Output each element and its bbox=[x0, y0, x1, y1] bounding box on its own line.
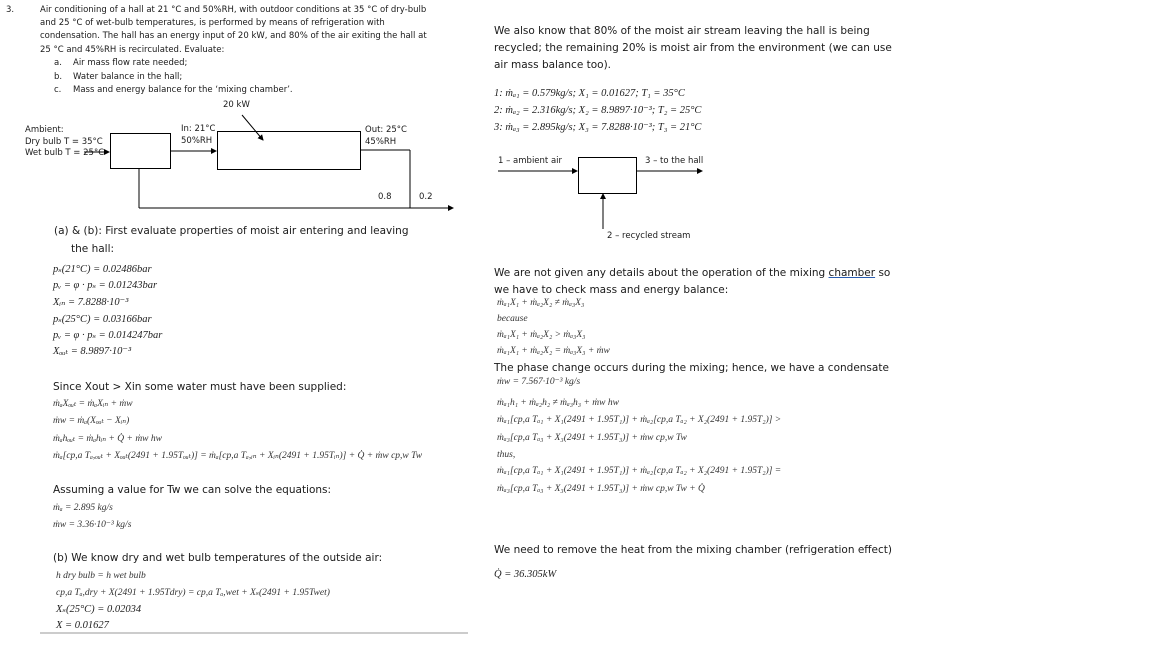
prop-x-out: Xₒᵤₜ = 8.9897·10⁻³ bbox=[53, 346, 132, 357]
mixing-chamber-box-2 bbox=[578, 157, 637, 194]
prop-psat-25: pₛ(25°C) = 0.03166bar bbox=[53, 314, 152, 325]
dry-bulb-label: Dry bulb T = 35°C bbox=[25, 137, 103, 147]
outlet-temp-label: Out: 25°C bbox=[365, 125, 407, 135]
problem-statement-line-4: 25 °C and 45%RH is recirculated. Evaluate: bbox=[40, 45, 225, 55]
problem-statement-line-3: condensation. The hall has an energy input of 20 kW, and 80% of the air exiting the hall at bbox=[40, 31, 427, 41]
stream-3: 3: ṁₐ₃ = 2.895kg/s; X₃ = 7.8288·10⁻³; T₃ = 21°C bbox=[494, 122, 702, 133]
b-eq-2: cp,a Tₐ,dry + X(2491 + 1.95Tdry) = cp,a Tₐ,wet + Xₛ(2491 + 1.95Twet) bbox=[56, 588, 330, 598]
energy-eq-thus: thus, bbox=[497, 450, 516, 460]
mix-eq-2: ṁₐ₁X₁ + ṁₐ₂X₂ > ṁₐ₃X₃ bbox=[497, 330, 586, 340]
mixing-text-part-1: We are not given any details about the operation of the mixing bbox=[494, 267, 826, 279]
energy-eq-2: ṁₐ₁[cp,a Tₐ₁ + X₁(2491 + 1.95T₁)] + ṁₐ₂[cp,a Tₐ₂ + X₂(2491 + 1.95T₂)] > bbox=[497, 415, 782, 425]
item-c-letter: c. bbox=[54, 85, 62, 95]
b-eq-3: Xₛ(25°C) = 0.02034 bbox=[56, 604, 142, 615]
b-heading: (b) We know dry and wet bulb temperatures of the outside air: bbox=[53, 552, 383, 564]
problem-statement-line-1: Air conditioning of a hall at 21 °C and 50%RH, with outdoor conditions at 35 °C of dry-bulb bbox=[40, 5, 427, 15]
recycle-fraction: 0.8 bbox=[378, 192, 392, 202]
balance-eq-4: ṁₐ[cp,a Tₐ,ₒᵤₜ + Xₒᵤₜ(2491 + 1.95Tₒᵤₜ)] = ṁₐ[cp,a Tₐ,ᵢₙ + Xᵢₙ(2491 + 1.95Tᵢₙ)] + Q̇ + ṁw cp,w Tw bbox=[53, 451, 423, 461]
prop-x-in: Xᵢₙ = 7.8288·10⁻³ bbox=[53, 297, 129, 308]
mixing-chamber-word: chamber bbox=[828, 267, 876, 279]
stream-1: 1: ṁₐ₁ = 0.579kg/s; X₁ = 0.01627; T₁ = 35°C bbox=[494, 88, 685, 99]
intro-line-2: recycled; the remaining 20% is moist air from the environment (we can use bbox=[494, 42, 892, 54]
energy-input-label: 20 kW bbox=[223, 100, 250, 110]
mix-eq-3: ṁₐ₁X₁ + ṁₐ₂X₂ = ṁₐ₃X₃ + ṁw bbox=[497, 346, 610, 356]
prop-pv-out: pᵥ = φ · pₛ = 0.014247bar bbox=[53, 330, 163, 341]
prop-psat-21: pₛ(21°C) = 0.02486bar bbox=[53, 264, 152, 275]
exhaust-fraction: 0.2 bbox=[419, 192, 433, 202]
mixing-text-line-2: we have to check mass and energy balance: bbox=[494, 284, 729, 296]
phase-change-text: The phase change occurs during the mixing; hence, we have a condensate bbox=[494, 362, 889, 374]
item-a-text: Air mass flow rate needed; bbox=[73, 58, 188, 68]
energy-eq-4: ṁₐ₁[cp,a Tₐ₁ + X₁(2491 + 1.95T₁)] + ṁₐ₂[cp,a Tₐ₂ + X₂(2491 + 1.95T₂)] = bbox=[497, 466, 782, 476]
since-text: Since Xout > Xin some water must have been supplied: bbox=[53, 381, 347, 393]
ambient-air-label: 1 – ambient air bbox=[498, 156, 563, 166]
ab-heading-line-1: (a) & (b): First evaluate properties of moist air entering and leaving bbox=[54, 225, 409, 237]
mixing-text-line-1 bbox=[494, 267, 890, 280]
assume-text: Assuming a value for Tw we can solve the equations: bbox=[53, 484, 332, 496]
b-eq-1: h dry bulb = h wet bulb bbox=[56, 571, 146, 581]
energy-eq-5: ṁₐ₃[cp,a Tₐ₃ + X₃(2491 + 1.95T₃)] + ṁw cp,w Tw + Q̇ bbox=[497, 484, 705, 494]
q-result: Q̇ = 36.305kW bbox=[494, 569, 557, 580]
energy-eq-3: ṁₐ₃[cp,a Tₐ₃ + X₃(2491 + 1.95T₃)] + ṁw cp,w Tw bbox=[497, 433, 687, 443]
stream-2: 2: ṁₐ₂ = 2.316kg/s; X₂ = 8.9897·10⁻³; T₂ = 25°C bbox=[494, 105, 702, 116]
wet-bulb-label: Wet bulb T = 25°C bbox=[25, 148, 105, 158]
problem-number: 3. bbox=[6, 5, 15, 15]
ambient-label: Ambient: bbox=[25, 125, 64, 135]
outlet-rh-label: 45%RH bbox=[365, 137, 397, 147]
inlet-temp-label: In: 21°C bbox=[181, 124, 216, 134]
remove-heat-text: We need to remove the heat from the mixing chamber (refrigeration effect) bbox=[494, 544, 892, 556]
intro-line-3: air mass balance too). bbox=[494, 59, 612, 71]
mixing-text-part-1b: so bbox=[878, 267, 891, 279]
balance-eq-3: ṁₐhₒᵤₜ = ṁₐhᵢₙ + Q̇ + ṁw hw bbox=[53, 434, 162, 444]
condensate-value: ṁw = 7.567·10⁻³ kg/s bbox=[497, 377, 581, 387]
inlet-rh-label: 50%RH bbox=[181, 136, 213, 146]
energy-eq-1: ṁₐ₁h₁ + ṁₐ₂h₂ ≠ ṁₐ₃h₃ + ṁw hw bbox=[497, 398, 619, 408]
balance-eq-1: ṁₐXₒᵤₜ = ṁₐXᵢₙ + ṁw bbox=[53, 399, 133, 409]
item-b-text: Water balance in the hall; bbox=[73, 72, 183, 82]
mix-eq-1: ṁₐ₁X₁ + ṁₐ₂X₂ ≠ ṁₐ₃X₃ bbox=[497, 298, 585, 308]
ab-heading-line-2: the hall: bbox=[71, 243, 115, 255]
balance-eq-2: ṁw = ṁₐ(Xₒᵤₜ − Xᵢₙ) bbox=[53, 416, 130, 426]
b-eq-4: X = 0.01627 bbox=[56, 620, 109, 631]
recycled-stream-label: 2 – recycled stream bbox=[607, 231, 691, 241]
result-water-mass: ṁw = 3.36·10⁻³ kg/s bbox=[53, 520, 132, 530]
item-a-letter: a. bbox=[54, 58, 62, 68]
result-air-mass: ṁₐ = 2.895 kg/s bbox=[53, 503, 113, 513]
item-b-letter: b. bbox=[54, 72, 63, 82]
item-c-text: Mass and energy balance for the ‘mixing chamber’. bbox=[73, 85, 293, 95]
to-hall-label: 3 – to the hall bbox=[645, 156, 704, 166]
problem-statement-line-2: and 25 °C of wet-bulb temperatures, is performed by means of refrigeration with bbox=[40, 18, 385, 28]
mix-eq-because: because bbox=[497, 314, 528, 324]
prop-pv-in: pᵥ = φ · pₛ = 0.01243bar bbox=[53, 280, 158, 291]
intro-line-1: We also know that 80% of the moist air stream leaving the hall is being bbox=[494, 25, 870, 37]
